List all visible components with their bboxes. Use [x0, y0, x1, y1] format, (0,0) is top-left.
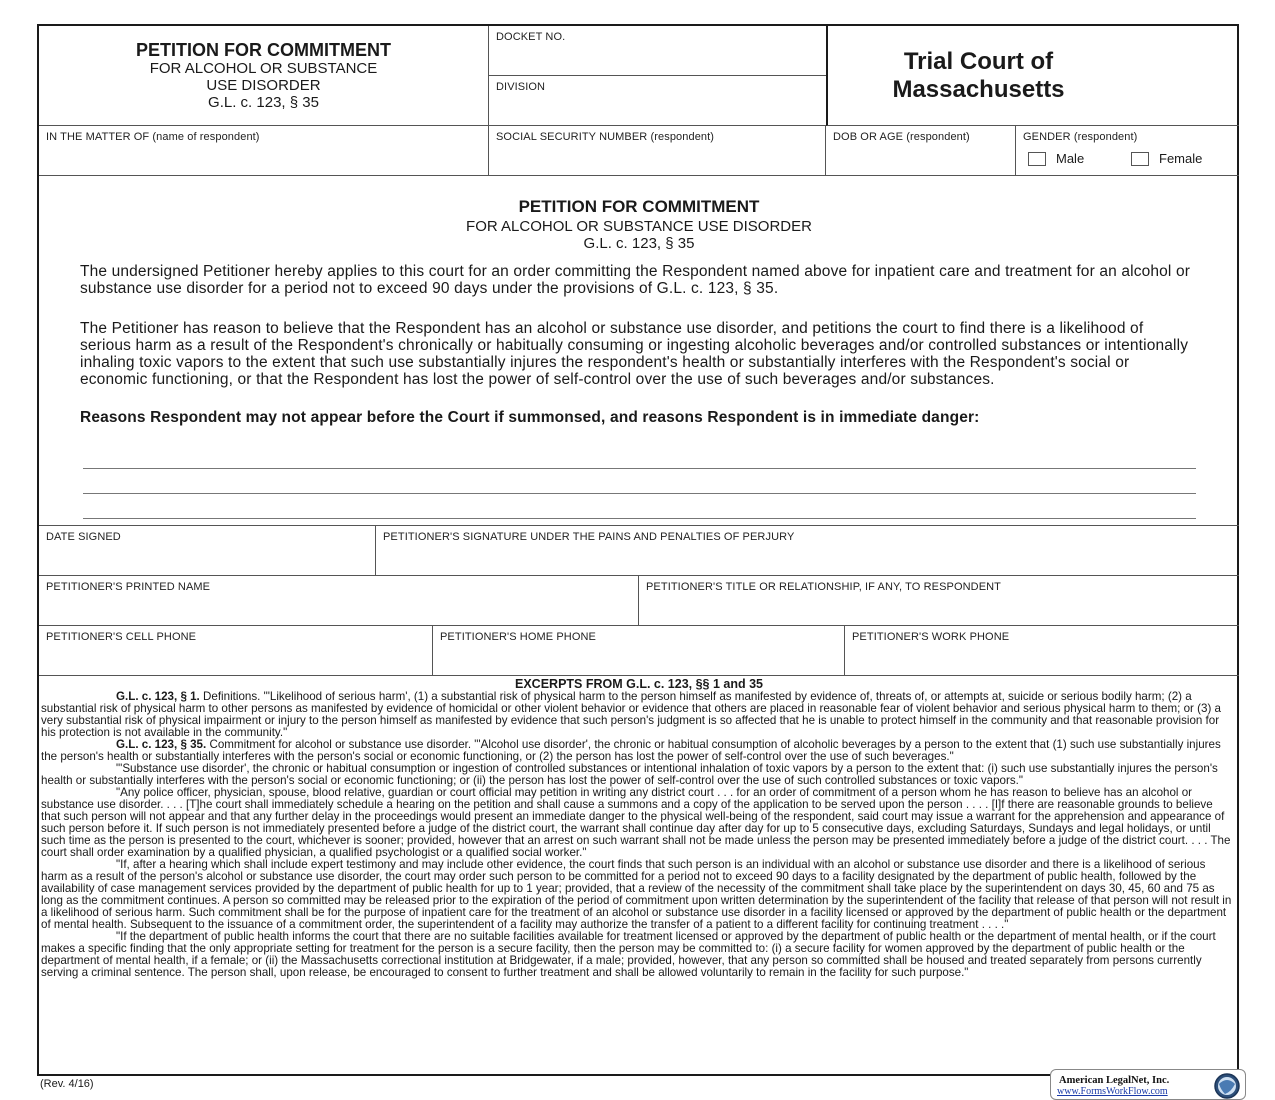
substance-use-text: "'Substance use disorder', the chronic or habitual consumption or ingestion of controlled substances or intentional inhalation of toxic vapors by a person to the extent that: (i) such use substantially injures the person's health or substantially interferes with the person's social or economic functioning; or (ii) the person has lost the power of self-control over the use of such controlled substances or toxic vapors.": [41, 762, 1218, 787]
signature-field[interactable]: [376, 526, 1239, 576]
gender-male-label: Male: [1056, 151, 1085, 166]
cell-phone-label: PETITIONER'S CELL PHONE: [46, 631, 197, 643]
excerpt-substance-use: [39, 763, 1239, 787]
petition-body: [39, 176, 1239, 526]
excerpt-petition-procedure: [39, 787, 1239, 859]
statute-excerpts: [39, 676, 1239, 1076]
date-signed-label: DATE SIGNED: [46, 531, 121, 543]
printed-name-field[interactable]: [39, 576, 639, 626]
publisher-badge[interactable]: [1050, 1069, 1246, 1100]
ssn-field[interactable]: [489, 126, 826, 176]
printed-name-label: PETITIONER'S PRINTED NAME: [46, 581, 211, 593]
body-statute: G.L. c. 123, § 35: [583, 235, 695, 252]
gender-female-checkbox[interactable]: [1131, 151, 1202, 166]
ssn-label: SOCIAL SECURITY NUMBER (respondent): [496, 131, 715, 143]
title-relationship-field[interactable]: [639, 576, 1239, 626]
globe-logo-icon: [1213, 1072, 1241, 1100]
form-title: PETITION FOR COMMITMENT: [136, 40, 391, 60]
cell-phone-field[interactable]: [39, 626, 433, 676]
division-field[interactable]: [489, 76, 826, 126]
section-1-citation: G.L. c. 123, § 1.: [116, 690, 200, 703]
title-relationship-label: PETITIONER'S TITLE OR RELATIONSHIP, IF ANY, TO RESPONDENT: [646, 581, 1001, 593]
petition-form: [37, 24, 1239, 1076]
respondent-name-label: IN THE MATTER OF (name of respondent): [46, 131, 260, 143]
excerpts-title: EXCERPTS FROM G.L. c. 123, §§ 1 and 35: [515, 677, 763, 691]
revision-label: (Rev. 4/16): [40, 1078, 94, 1090]
publisher-link[interactable]: www.FormsWorkFlow.com: [1057, 1086, 1168, 1097]
petition-paragraph-2: The Petitioner has reason to believe that the Respondent has an alcohol or substance use disorder, and petitions the court to find there is a likelihood of serious harm as a result of the Respondent's chronically or habitually consuming or ingesting alcoholic beverages and/or controlled substances or intentionally inhaling toxic vapors to the extent that such use substantially injures the respondent's health or substantially interferes with the Respondent's social or economic functioning, or that the Respondent has lost the power of self-control over the use of such beverages and/or substances.: [80, 320, 1189, 388]
division-label: DIVISION: [496, 81, 546, 93]
body-subheading: FOR ALCOHOL OR SUBSTANCE USE DISORDER: [466, 218, 812, 235]
gender-field: [1016, 126, 1239, 176]
date-signed-field[interactable]: [39, 526, 376, 576]
docket-number-field[interactable]: [489, 26, 826, 76]
work-phone-label: PETITIONER'S WORK PHONE: [852, 631, 1010, 643]
excerpt-section-1: [39, 691, 1239, 739]
checkbox-icon[interactable]: [1028, 152, 1046, 166]
work-phone-field[interactable]: [845, 626, 1239, 676]
excerpt-section-35: [39, 739, 1239, 763]
reasons-line-1[interactable]: [83, 468, 1196, 469]
home-phone-label: PETITIONER'S HOME PHONE: [440, 631, 596, 643]
excerpt-hearing: [39, 859, 1239, 931]
dob-age-label: DOB OR AGE (respondent): [833, 131, 970, 143]
publisher-name: American LegalNet, Inc.: [1059, 1075, 1170, 1086]
section-35-citation: G.L. c. 123, § 35.: [116, 738, 207, 751]
checkbox-icon[interactable]: [1131, 152, 1149, 166]
secure-facility-text: "If the department of public health informs the court that there are no suitable facilities available for treatment licensed or approved by the department of public health or the department of mental health, or if the court makes a specific finding that the only appropriate setting for treatment for the person is a secure facility, then the person may be committed to: (i) a secure facility for women approved by the department of public health or the department of mental health, if a female; or (ii) the Massachusetts correctional institution at Bridgewater, if a male; provided, however, that any person so committed shall be housed and treated separately from persons currently serving a criminal sentence. The person shall, upon release, be encouraged to consent to further treatment and shall be allowed voluntarily to remain in the facility for such purpose.": [41, 930, 1216, 979]
petition-paragraph-1: The undersigned Petitioner hereby applies to this court for an order committing the Respondent named above for inpatient care and treatment for an alcohol or substance use disorder for a period not to exceed 90 days under the provisions of G.L. c. 123, § 35.: [80, 263, 1191, 297]
hearing-text: "If, after a hearing which shall include expert testimony and may include other evidence, the court finds that such person is an individual with an alcohol or substance use disorder and there is a likelihood of serious harm as a result of the person's alcohol or substance use disorder, the court may order such person to be committed for a period not to exceed 90 days to a facility designated by the department of public health, followed by the availability of case management services provided by the department of public health for up to 1 year; provided, that a review of the necessity of the commitment shall take place by the superintendent on days 30, 45, 60 and 75 as long as the commitment continues. A person so committed may be released prior to the expiration of the period of commitment upon written determination by the superintendent of the facility that release of that person will not result in a likelihood of serious harm. Such commitment shall be for the purpose of inpatient care for the treatment of an alcohol or substance use disorder in a facility licensed or approved by the department of public health or the department of mental health. Subsequent to the issuance of a commitment order, the superintendent of a facility may authorize the transfer of a patient to a different facility for continuing treatment . . . .": [41, 858, 1232, 931]
form-subtitle-line2: USE DISORDER: [206, 77, 321, 94]
home-phone-field[interactable]: [433, 626, 845, 676]
form-statute: G.L. c. 123, § 35: [208, 94, 319, 111]
petition-procedure-text: "Any police officer, physician, spouse, blood relative, guardian or court official may petition in writing any district court . . . for an order of commitment of a person whom he has reason to believe has an alcohol or substance use disorder. . . . [T]he court shall immediately schedule a hearing on the petition and shall cause a summons and a copy of the application to be served upon the person . . . . [I]f there are reasonable grounds to believe that such person will not appear and that any further delay in the proceedings would present an immediate danger to the physical well-being of the respondent, said court may issue a warrant for the apprehension and appearance of such person before it. If such person is not immediately presented before a judge of the district court, the warrant shall continue day after day for up to 5 consecutive days, excluding Saturdays, Sundays and legal holidays, or until such time as the person is presented to the court, whichever is sooner; provided, however that an arrest on such warrant shall not be made unless the person may be presented immediately before a judge of the district court. . . . The court shall order examination by a qualified physician, a qualified psychologist or a qualified social worker.": [41, 786, 1231, 859]
signature-label: PETITIONER'S SIGNATURE UNDER THE PAINS AND PENALTIES OF PERJURY: [383, 531, 795, 543]
section-35-text: Commitment for alcohol or substance use disorder. "'Alcohol use disorder', the chronic or habitual consumption of alcoholic beverages by a person to the extent that (1) such use substantially injures the person's health or substantially interferes with the person's social or economic functioning, or (2) the person has lost the power of self-control over the use of such beverages.": [41, 738, 1221, 763]
form-subtitle-line1: FOR ALCOHOL OR SUBSTANCE: [149, 60, 378, 77]
dob-age-field[interactable]: [826, 126, 1016, 176]
gender-label: GENDER (respondent): [1023, 131, 1138, 143]
court-name-line1: Trial Court of: [903, 48, 1054, 75]
reasons-line-3[interactable]: [83, 518, 1196, 519]
respondent-name-field[interactable]: [39, 126, 489, 176]
court-name-line2: Massachusetts: [892, 76, 1065, 103]
body-heading: PETITION FOR COMMITMENT: [518, 197, 760, 216]
docket-number-label: DOCKET NO.: [496, 31, 566, 43]
section-1-text: Definitions. "'Likelihood of serious harm', (1) a substantial risk of physical harm to the person himself as manifested by evidence of, threats of, or attempts at, suicide or serious bodily harm; (2) a substantial risk of physical harm to other persons as manifested by evidence of homicidal or other violent behavior or evidence that others are placed in reasonable fear of violent behavior and serious physical harm to them; or (3) a very substantial risk of physical impairment or injury to the person himself as manifested by evidence that such person's judgment is so affected that he is unable to protect himself in the community and that reasonable provision for his protection is not available in the community.": [41, 690, 1221, 739]
reasons-label: Reasons Respondent may not appear before the Court if summonsed, and reasons Respondent is in immediate danger:: [80, 409, 980, 426]
form-title-block: [39, 26, 489, 126]
excerpt-secure-facility: [39, 931, 1239, 979]
court-name: [826, 26, 1239, 126]
gender-male-checkbox[interactable]: [1028, 151, 1084, 166]
gender-female-label: Female: [1159, 151, 1203, 166]
reasons-line-2[interactable]: [83, 493, 1196, 494]
